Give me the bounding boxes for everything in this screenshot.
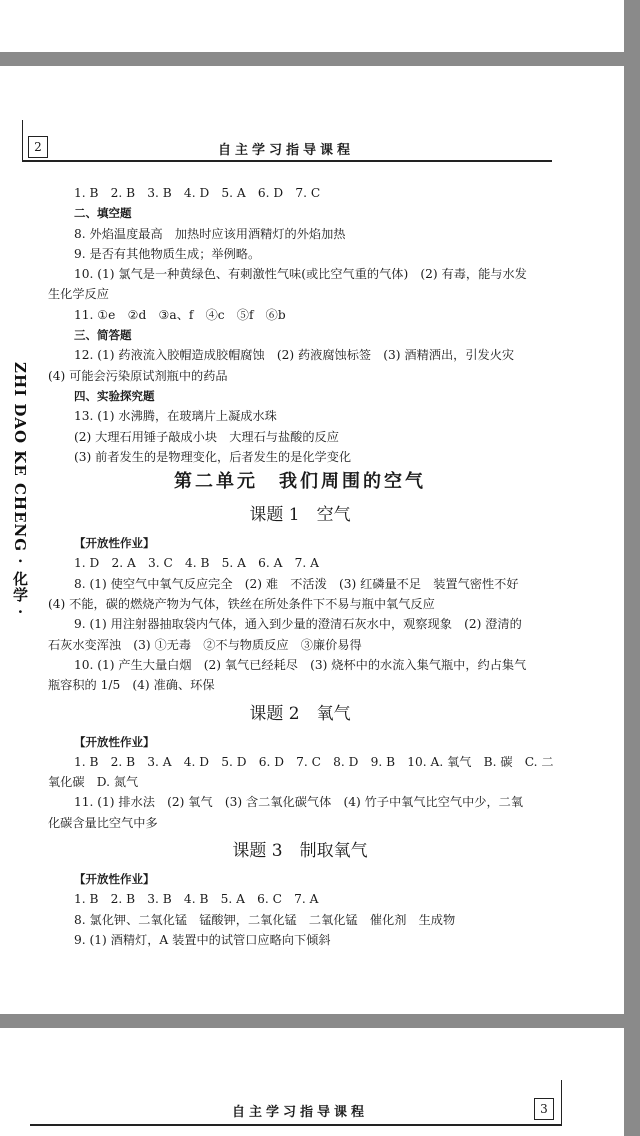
page-gap-bottom xyxy=(0,1014,640,1028)
section-heading: 四、实验探究题 xyxy=(74,388,155,403)
answer-line: 11. (1) 排水法 (2) 氧气 (3) 含二氧化碳气体 (4) 竹子中氧气比空气中少，二氧 xyxy=(74,795,524,810)
section-heading: 【开放性作业】 xyxy=(74,536,155,551)
answer-line: (3) 前者发生的是物理变化，后者发生的是化学变化 xyxy=(74,449,352,464)
answer-line: 8. 氯化钾、二氧化锰 锰酸钾，二氧化锰 二氧化锰 催化剂 生成物 xyxy=(74,912,456,927)
page-number-top: 2 xyxy=(28,136,48,158)
answer-line: 1. B 2. B 3. B 4. B 5. A 6. C 7. A xyxy=(74,892,319,907)
answer-line: 石灰水变浑浊 (3) ①无毒 ②不与物质反应 ③廉价易得 xyxy=(48,637,362,652)
lesson-title: 课题 3 制取氧气 xyxy=(232,841,368,862)
answer-line: 9. 是否有其他物质生成；举例略。 xyxy=(74,246,261,261)
answer-line: 化碳含量比空气中多 xyxy=(48,815,158,830)
section-heading: 三、简答题 xyxy=(74,328,132,343)
answer-line: 10. (1) 产生大量白烟 (2) 氧气已经耗尽 (3) 烧杯中的水流入集气瓶中，约占集气 xyxy=(74,657,527,672)
page-gap-top xyxy=(0,52,640,66)
answer-line: 9. (1) 用注射器抽取袋内气体，通入到少量的澄清石灰水中，观察现象 (2) 澄清的 xyxy=(74,617,522,632)
section-heading: 【开放性作业】 xyxy=(74,872,155,887)
footer-vertical-rule xyxy=(561,1080,562,1126)
footer-rule xyxy=(30,1124,562,1126)
section-heading: 二、填空题 xyxy=(74,206,132,221)
answer-line: 11. ①e ②d ③a、f ④c ⑤f ⑥b xyxy=(74,307,286,322)
answer-line: 1. D 2. A 3. C 4. B 5. A 6. A 7. A xyxy=(74,556,319,571)
lesson-title: 课题 2 氧气 xyxy=(249,703,351,724)
answer-line: (4) 不能，碳的燃烧产物为气体，铁丝在所处条件下不易与瓶中氧气反应 xyxy=(48,597,435,612)
header-vertical-rule xyxy=(22,120,23,160)
answer-line: 1. B 2. B 3. B 4. D 5. A 6. D 7. C xyxy=(74,186,321,200)
answer-line: 13. (1) 水沸腾，在玻璃片上凝成水珠 xyxy=(74,409,277,424)
answer-line: 生化学反应 xyxy=(48,287,109,302)
answer-line: 12. (1) 药液流入胶帽造成胶帽腐蚀 (2) 药液腐蚀标签 (3) 酒精洒出，引发火灾 xyxy=(74,348,515,363)
answer-line: 8. 外焰温度最高 加热时应该用酒精灯的外焰加热 xyxy=(74,226,346,241)
answer-line: 氧化碳 D. 氮气 xyxy=(48,775,139,790)
lesson-title: 课题 1 空气 xyxy=(249,505,351,526)
answer-line: 9. (1) 酒精灯，A 装置中的试管口应略向下倾斜 xyxy=(74,932,331,947)
answer-line: 8. (1) 使空气中氧气反应完全 (2) 难 不活泼 (3) 红磷量不足 装置气密性不好 xyxy=(74,576,519,591)
answer-line: 1. B 2. B 3. A 4. D 5. D 6. D 7. C 8. D 9. B 10. A. 氧气 B. 碳 C. 二 xyxy=(74,754,554,769)
answer-line: (2) 大理石用锤子敲成小块 大理石与盐酸的反应 xyxy=(74,429,339,444)
page-number-bottom: 3 xyxy=(534,1098,554,1120)
answer-line: (4) 可能会污染原试剂瓶中的药品 xyxy=(48,368,228,383)
header-title-top: 自主学习指导课程 xyxy=(218,143,355,158)
unit-title: 第二单元 我们周围的空气 xyxy=(174,471,426,493)
side-label: ZHI DAO KE CHENG · 化学 · xyxy=(11,362,29,616)
right-margin-strip xyxy=(624,0,640,1136)
answer-content xyxy=(48,183,552,950)
header-rule xyxy=(22,160,552,162)
header-title-bottom: 自主学习指导课程 xyxy=(232,1105,369,1120)
answer-line: 10. (1) 氯气是一种黄绿色、有刺激性气味(或比空气重的气体) (2) 有毒，能与水发 xyxy=(74,267,527,282)
answer-line: 瓶容积的 1/5 (4) 准确、环保 xyxy=(48,678,215,693)
section-heading: 【开放性作业】 xyxy=(74,734,155,749)
